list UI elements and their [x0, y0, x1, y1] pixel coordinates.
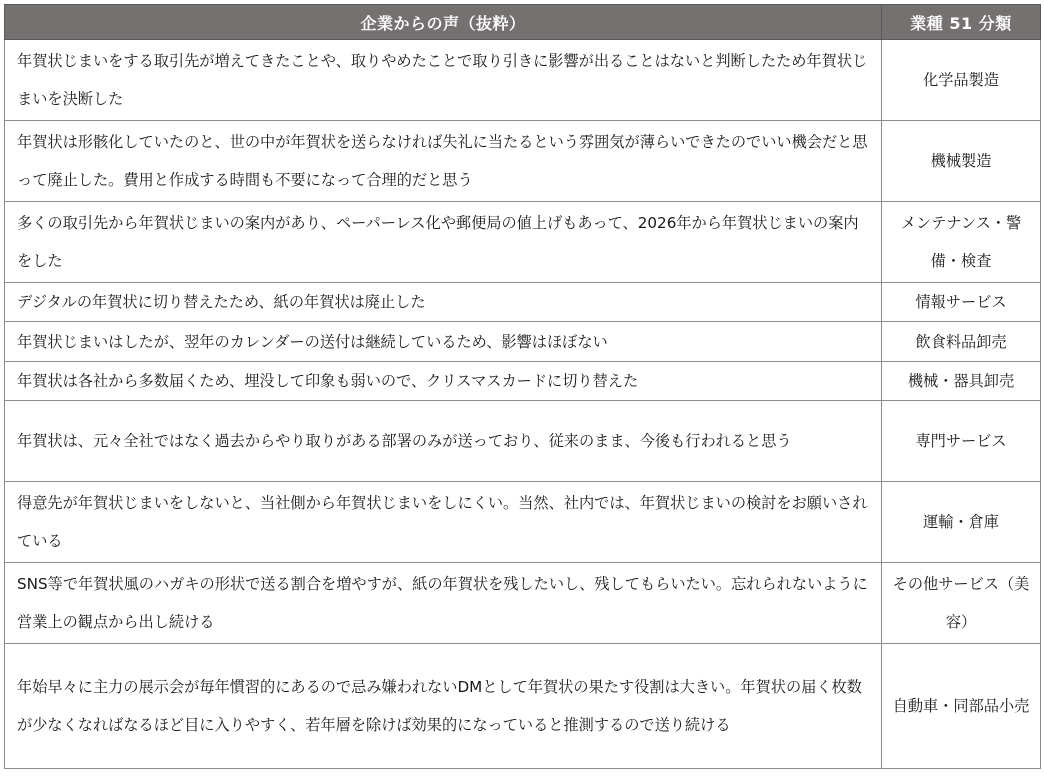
comment-cell: SNS等で年賀状風のハガキの形状で送る割合を増やすが、紙の年賀状を残したいし、残してもらいたい。忘れられないように営業上の観点から出し続ける	[5, 563, 882, 644]
comment-cell: 年賀状は、元々全社ではなく過去からやり取りがある部署のみが送っており、従来のまま、今後も行われると思う	[5, 401, 882, 482]
comment-cell: 年始早々に主力の展示会が毎年慣習的にあるので忌み嫌われないDMとして年賀状の果たす役割は大きい。年賀状の届く枚数が少なくなればなるほど目に入りやすく、若年層を除けば効果的になっていると推測するので送り続ける	[5, 644, 882, 769]
industry-cell: その他サービス（美容）	[882, 563, 1041, 644]
table-row	[5, 202, 1041, 283]
comment-cell: 年賀状は形骸化していたのと、世の中が年賀状を送らなければ失礼に当たるという雰囲気が薄らいできたのでいい機会だと思って廃止した。費用と作成する時間も不要になって合理的だと思う	[5, 121, 882, 202]
table-row	[5, 121, 1041, 202]
header-industry: 業種 51 分類	[882, 5, 1041, 40]
header-comment: 企業からの声（抜粋）	[5, 5, 882, 40]
industry-cell: 情報サービス	[882, 283, 1041, 322]
table-row	[5, 401, 1041, 482]
table-row	[5, 40, 1041, 121]
comment-cell: 年賀状は各社から多数届くため、埋没して印象も弱いので、クリスマスカードに切り替えた	[5, 362, 882, 401]
corporate-voices-table	[4, 4, 1041, 769]
table-row	[5, 362, 1041, 401]
industry-cell: 運輸・倉庫	[882, 482, 1041, 563]
table-row	[5, 482, 1041, 563]
industry-cell: 機械製造	[882, 121, 1041, 202]
industry-cell: メンテナンス・警備・検査	[882, 202, 1041, 283]
industry-cell: 自動車・同部品小売	[882, 644, 1041, 769]
table-row	[5, 563, 1041, 644]
comment-cell: 年賀状じまいはしたが、翌年のカレンダーの送付は継続しているため、影響はほぼない	[5, 322, 882, 362]
industry-cell: 飲食料品卸売	[882, 322, 1041, 362]
industry-cell: 機械・器具卸売	[882, 362, 1041, 401]
industry-cell: 化学品製造	[882, 40, 1041, 121]
comment-cell: 年賀状じまいをする取引先が増えてきたことや、取りやめたことで取り引きに影響が出ることはないと判断したため年賀状じまいを決断した	[5, 40, 882, 121]
industry-cell: 専門サービス	[882, 401, 1041, 482]
comment-cell: デジタルの年賀状に切り替えたため、紙の年賀状は廃止した	[5, 283, 882, 322]
comment-cell: 多くの取引先から年賀状じまいの案内があり、ペーパーレス化や郵便局の値上げもあって、2026年から年賀状じまいの案内をした	[5, 202, 882, 283]
comment-cell: 得意先が年賀状じまいをしないと、当社側から年賀状じまいをしにくい。当然、社内では、年賀状じまいの検討をお願いされている	[5, 482, 882, 563]
table-row	[5, 283, 1041, 322]
table-header-row	[5, 5, 1041, 40]
table-row	[5, 322, 1041, 362]
table-row	[5, 644, 1041, 769]
